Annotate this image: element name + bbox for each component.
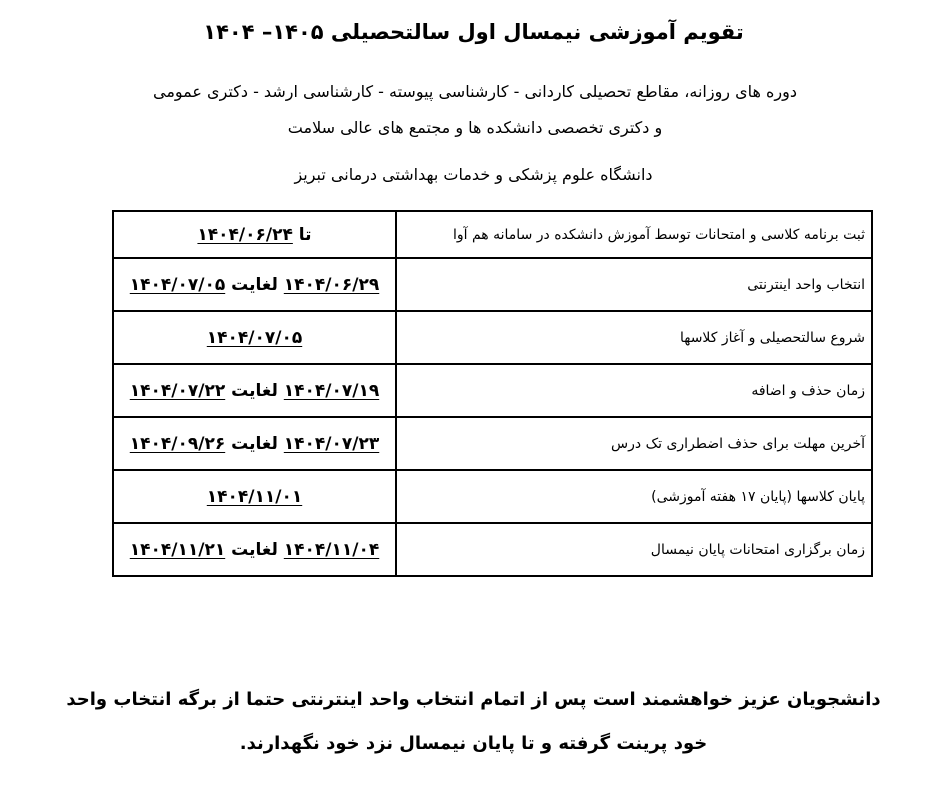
start-date: ۱۴۰۴/۱۱/۰۴ <box>283 539 380 560</box>
start-date: ۱۴۰۴/۰۷/۱۹ <box>283 380 380 401</box>
notice-line-2: خود پرینت گرفته و تا پایان نیمسال نزد خود نگهدارند. <box>239 733 708 754</box>
table-row <box>113 364 872 417</box>
range-connector: لغایت <box>231 433 278 454</box>
start-date: ۱۴۰۴/۰۷/۲۳ <box>283 433 380 454</box>
start-date: ۱۴۰۴/۰۶/۲۴ <box>197 224 293 245</box>
table-row <box>113 211 872 258</box>
student-notice <box>60 678 887 766</box>
event-cell: ثبت برنامه کلاسی و امتحانات توسط آموزش دانشکده در سامانه هم آوا <box>396 211 872 258</box>
table-row <box>113 311 872 364</box>
table-row <box>113 470 872 523</box>
date-cell <box>113 523 396 576</box>
end-date: ۱۴۰۴/۱۱/۲۱ <box>129 539 226 560</box>
event-cell: شروع سالتحصیلی و آغاز کلاسها <box>396 311 872 364</box>
date-cell <box>113 417 396 470</box>
table-row <box>113 258 872 311</box>
event-cell: پایان کلاسها (پایان ۱۷ هفته آموزشی) <box>396 470 872 523</box>
range-connector: لغایت <box>231 380 278 401</box>
start-date: ۱۴۰۴/۰۷/۰۵ <box>206 327 303 348</box>
subtitle-line-2: و دکتری تخصصی دانشکده ها و مجتمع های عالی سلامت <box>287 118 663 137</box>
event-cell: انتخاب واحد اینترنتی <box>396 258 872 311</box>
event-cell: زمان برگزاری امتحانات پایان نیمسال <box>396 523 872 576</box>
date-cell <box>113 364 396 417</box>
programs-subtitle <box>60 74 890 146</box>
end-date: ۱۴۰۴/۰۷/۲۲ <box>129 380 226 401</box>
university-name: دانشگاه علوم پزشکی و خدمات بهداشتی درمانی تبریز <box>294 165 653 184</box>
date-cell <box>113 211 396 258</box>
academic-calendar-table <box>112 210 873 577</box>
subtitle-line-1: دوره های روزانه، مقاطع تحصیلی کاردانی - کارشناسی پیوسته - کارشناسی ارشد - دکتری عمومی <box>153 82 797 101</box>
start-date: ۱۴۰۴/۱۱/۰۱ <box>206 486 303 507</box>
range-connector: لغایت <box>231 539 278 560</box>
page-title: تقویم آموزشی نیمسال اول سالتحصیلی ۱۴۰۵– ۱۴۰۴ <box>203 20 744 44</box>
end-date: ۱۴۰۴/۰۹/۲۶ <box>129 433 226 454</box>
range-connector: لغایت <box>231 274 278 295</box>
notice-line-1: دانشجویان عزیز خواهشمند است پس از اتمام انتخاب واحد اینترنتی حتما از برگه انتخاب واحد <box>66 689 881 710</box>
date-prefix: تا <box>298 224 312 245</box>
event-cell: زمان حذف و اضافه <box>396 364 872 417</box>
date-cell <box>113 311 396 364</box>
event-cell: آخرین مهلت برای حذف اضطراری تک درس <box>396 417 872 470</box>
table-row <box>113 523 872 576</box>
table-row <box>113 417 872 470</box>
end-date: ۱۴۰۴/۰۷/۰۵ <box>129 274 226 295</box>
date-cell <box>113 258 396 311</box>
date-cell <box>113 470 396 523</box>
start-date: ۱۴۰۴/۰۶/۲۹ <box>283 274 380 295</box>
